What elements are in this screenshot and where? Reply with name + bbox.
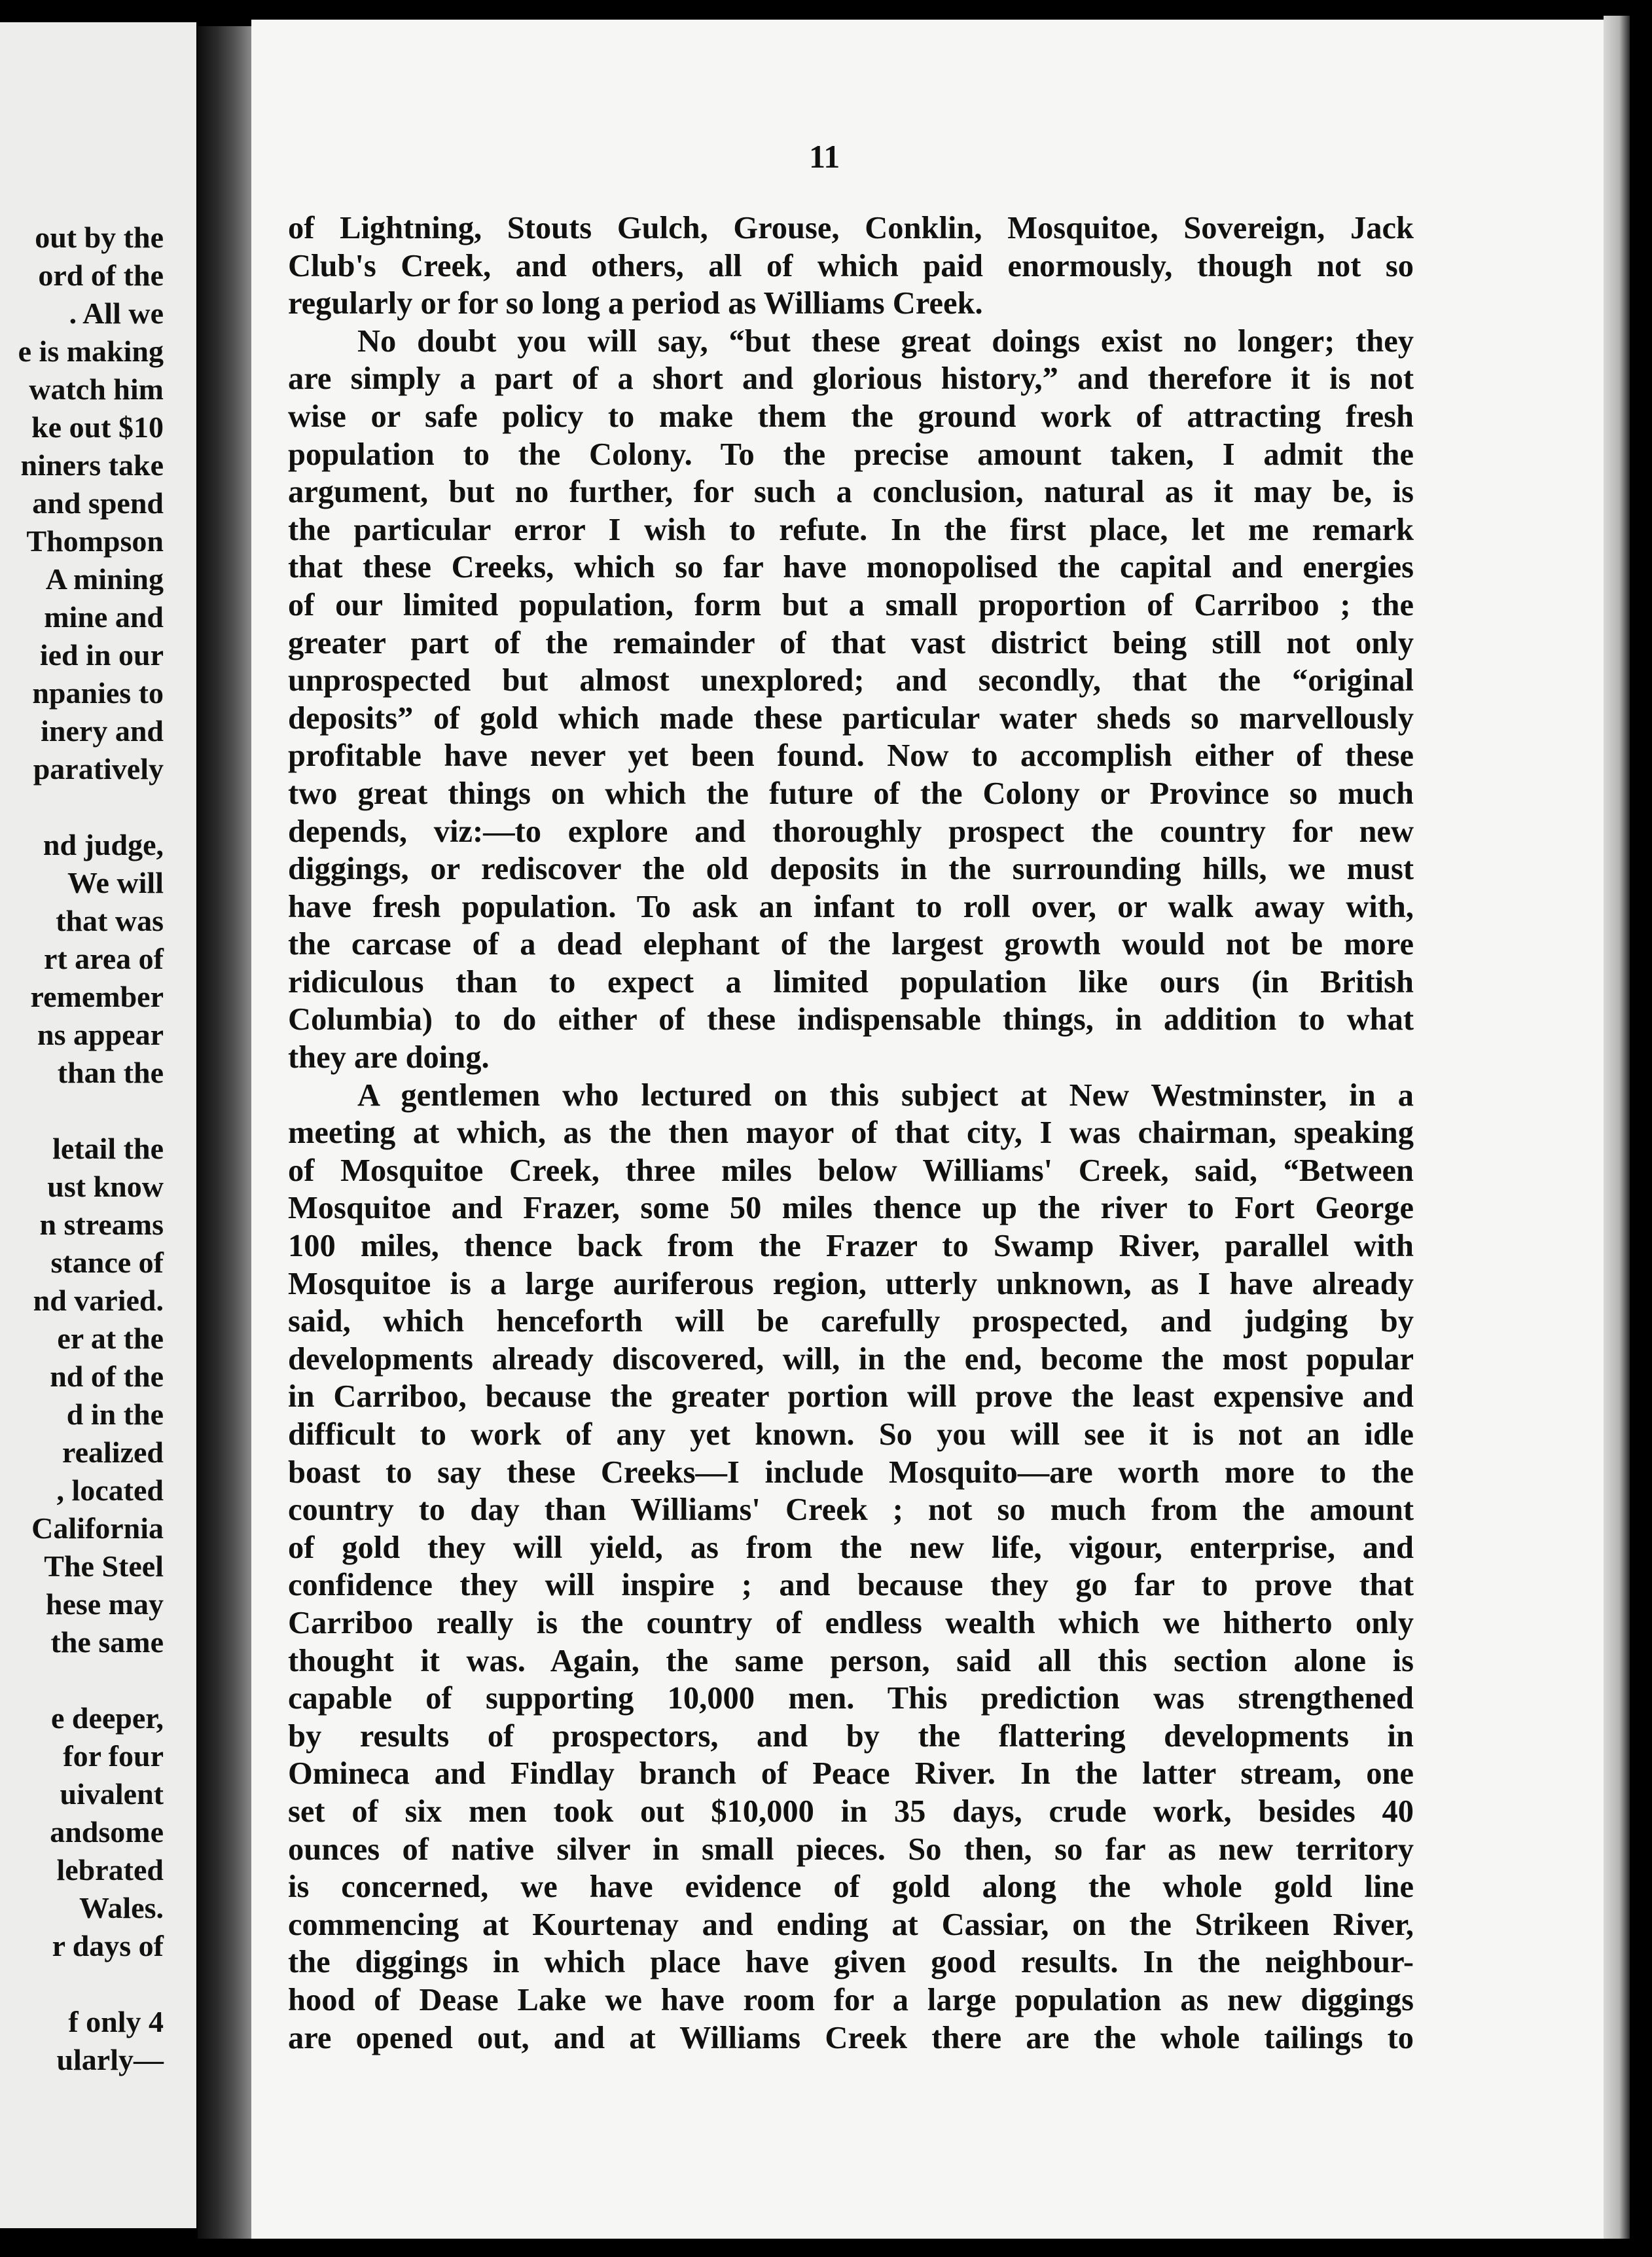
- left-line: out by the: [35, 221, 164, 254]
- body-text: [288, 209, 1414, 2057]
- left-line: ularly—: [56, 2043, 164, 2076]
- left-line: California: [31, 1511, 164, 1545]
- left-line-gap: [0, 788, 164, 826]
- left-line: er at the: [57, 1322, 164, 1355]
- text-line: wise or safe policy to make them the ground work of attracting fresh: [288, 399, 1414, 434]
- left-line: inery and: [41, 714, 164, 748]
- text-line: that these Creeks, which so far have monopolised the capital and energies: [288, 550, 1414, 585]
- text-line: Omineca and Findlay branch of Peace River. In the latter stream, one: [288, 1756, 1414, 1792]
- text-line: of gold they will yield, as from the new life, vigour, enterprise, and: [288, 1530, 1414, 1565]
- left-line: paratively: [33, 752, 164, 785]
- text-line: diggings, or rediscover the old deposits in the surrounding hills, we must: [288, 852, 1414, 887]
- left-line: Thompson: [26, 524, 164, 558]
- left-line: andsome: [50, 1815, 164, 1849]
- left-line: d in the: [66, 1398, 164, 1431]
- left-line: , located: [56, 1473, 164, 1507]
- left-line: the same: [50, 1625, 164, 1659]
- left-line: n streams: [39, 1208, 164, 1241]
- left-line-gap: [0, 1661, 164, 1699]
- text-line: 100 miles, thence back from the Frazer to Swamp River, parallel with: [288, 1229, 1414, 1264]
- left-line: ns appear: [37, 1018, 164, 1051]
- text-line: boast to say these Creeks—I include Mosquito—are worth more to the: [288, 1454, 1414, 1490]
- text-line: population to the Colony. To the precise amount taken, I admit the: [288, 437, 1414, 472]
- left-line: letail the: [52, 1132, 164, 1165]
- left-line: and spend: [32, 486, 164, 520]
- text-line: set of six men took out $10,000 in 35 days, crude work, besides 40: [288, 1794, 1414, 1829]
- left-line: hese may: [45, 1587, 164, 1621]
- left-line: Wales.: [79, 1891, 164, 1924]
- left-line: npanies to: [32, 676, 164, 710]
- text-line: is concerned, we have evidence of gold along the whole gold line: [288, 1869, 1414, 1905]
- text-line: No doubt you will say, “but these great doings exist no longer; they: [357, 323, 1414, 359]
- left-line: e deeper,: [50, 1701, 164, 1735]
- text-line: ounces of native silver in small pieces. So then, so far as new territory: [288, 1832, 1414, 1867]
- text-line: Carriboo really is the country of endless wealth which we hitherto only: [288, 1605, 1414, 1640]
- text-line: confidence they will inspire ; and because they go far to prove that: [288, 1568, 1414, 1603]
- text-line: the particular error I wish to refute. In the first place, let me remark: [288, 512, 1414, 547]
- text-line: Club's Creek, and others, all of which paid enormously, though not so: [288, 248, 1414, 283]
- left-line: watch him: [29, 372, 164, 406]
- text-line: by results of prospectors, and by the flattering developments in: [288, 1718, 1414, 1754]
- text-line: Mosquitoe is a large auriferous region, utterly unknown, as I have already: [288, 1266, 1414, 1301]
- text-line: hood of Dease Lake we have room for a large population as new diggings: [288, 1982, 1414, 2017]
- text-line: of Lightning, Stouts Gulch, Grouse, Conklin, Mosquitoe, Sovereign, Jack: [288, 211, 1414, 245]
- text-line: difficult to work of any yet known. So you will see it is not an idle: [288, 1417, 1414, 1452]
- text-line: profitable have never yet been found. Now to accomplish either of these: [288, 738, 1414, 774]
- left-line: . All we: [69, 297, 164, 330]
- left-line: We will: [67, 866, 164, 899]
- page-number: 11: [809, 138, 840, 175]
- text-line: A gentlemen who lectured on this subject at New Westminster, in a: [357, 1077, 1414, 1113]
- text-line: capable of supporting 10,000 men. This prediction was strengthened: [288, 1681, 1414, 1716]
- left-line: than the: [57, 1056, 164, 1089]
- left-line: r days of: [52, 1929, 164, 1962]
- text-line: two great things on which the future of the Colony or Province so much: [288, 776, 1414, 811]
- text-line: country to day than Williams' Creek ; not so much from the amount: [288, 1492, 1414, 1528]
- text-line: are simply a part of a short and glorious history,” and therefore it is not: [288, 361, 1414, 397]
- text-line: of Mosquitoe Creek, three miles below Williams' Creek, said, “Between: [288, 1153, 1414, 1188]
- text-line: deposits” of gold which made these particular water sheds so marvellously: [288, 700, 1414, 736]
- left-line-gap: [0, 1092, 164, 1130]
- text-line: depends, viz:—to explore and thoroughly prospect the country for new: [288, 814, 1414, 849]
- left-line: A mining: [45, 562, 164, 596]
- text-line: in Carriboo, because the greater portion will prove the least expensive and: [288, 1379, 1414, 1415]
- left-line: ied in our: [39, 638, 164, 672]
- left-line: stance of: [50, 1246, 164, 1279]
- text-line: said, which henceforth will be carefully prospected, and judging by: [288, 1304, 1414, 1339]
- page-edge: [1604, 16, 1630, 2239]
- left-line: realized: [62, 1435, 164, 1469]
- text-line: the diggings in which place have given good results. In the neighbour-: [288, 1945, 1414, 1980]
- left-line: ke out $10: [31, 410, 164, 444]
- text-line: developments already discovered, will, in the end, become the most popular: [288, 1341, 1414, 1377]
- text-line: Mosquitoe and Frazer, some 50 miles thence up the river to Fort George: [288, 1191, 1414, 1226]
- text-line: of our limited population, form but a small proportion of Carriboo ; the: [288, 587, 1414, 623]
- text-line: greater part of the remainder of that vast district being still not only: [288, 625, 1414, 660]
- left-line: niners take: [20, 448, 164, 482]
- left-line: for four: [63, 1739, 164, 1773]
- text-line: have fresh population. To ask an infant to roll over, or walk away with,: [288, 889, 1414, 924]
- left-line: nd of the: [50, 1360, 164, 1393]
- left-line: uivalent: [60, 1777, 164, 1811]
- left-line: The Steel: [44, 1549, 164, 1583]
- left-line: lebrated: [56, 1853, 164, 1887]
- text-line: thought it was. Again, the same person, said all this section alone is: [288, 1643, 1414, 1678]
- left-line: nd judge,: [43, 828, 164, 861]
- book-gutter: [198, 26, 251, 2239]
- left-facing-page: [0, 22, 196, 2228]
- text-line: regularly or for so long a period as Williams Creek.: [288, 286, 983, 321]
- left-line-gap: [0, 1965, 164, 2003]
- text-line: Columbia) to do either of these indispensable things, in addition to what: [288, 1002, 1414, 1038]
- text-line: meeting at which, as the then mayor of that city, I was chairman, speaking: [288, 1115, 1414, 1151]
- text-line: they are doing.: [288, 1040, 490, 1075]
- left-line: remember: [30, 980, 164, 1013]
- left-page-text: [0, 219, 164, 2079]
- left-line: nd varied.: [33, 1284, 164, 1317]
- left-line: e is making: [18, 334, 164, 368]
- left-line: ust know: [47, 1170, 164, 1203]
- text-line: commencing at Kourtenay and ending at Cassiar, on the Strikeen River,: [288, 1907, 1414, 1942]
- text-line: are opened out, and at Williams Creek there are the whole tailings to: [288, 2020, 1414, 2055]
- left-line: rt area of: [43, 942, 164, 975]
- left-line: that was: [56, 904, 164, 937]
- text-line: unprospected but almost unexplored; and secondly, that the “original: [288, 663, 1414, 698]
- text-line: argument, but no further, for such a conclusion, natural as it may be, is: [288, 475, 1414, 510]
- left-line: ord of the: [38, 259, 164, 292]
- left-line: f only 4: [68, 2005, 164, 2038]
- left-line: mine and: [44, 600, 164, 634]
- text-line: the carcase of a dead elephant of the largest growth would not be more: [288, 927, 1414, 962]
- text-line: ridiculous than to expect a limited population like ours (in British: [288, 964, 1414, 1000]
